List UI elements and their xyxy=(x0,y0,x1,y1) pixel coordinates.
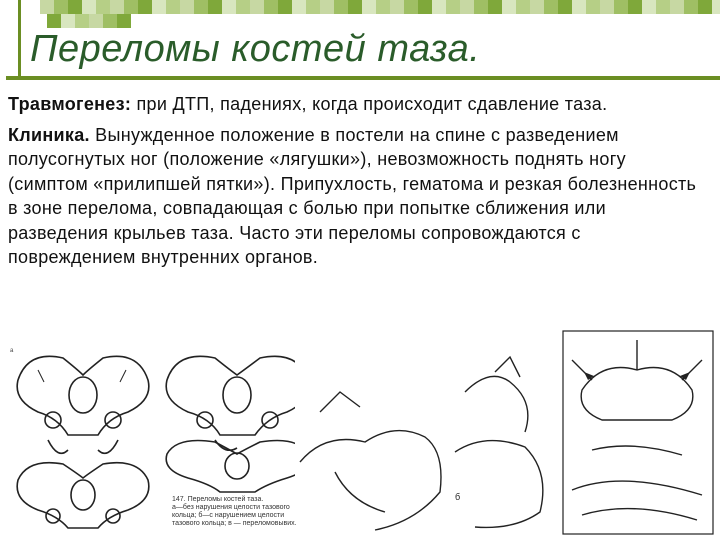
figure-caption xyxy=(172,496,320,528)
decorative-square xyxy=(264,0,278,14)
decorative-square xyxy=(670,0,684,14)
decorative-square xyxy=(47,14,61,28)
decorative-square xyxy=(138,0,152,14)
decorative-square xyxy=(61,14,75,28)
decorative-square xyxy=(103,14,117,28)
decorative-square xyxy=(586,0,600,14)
pelvis-compression-exam-figure xyxy=(562,330,714,535)
decorative-square xyxy=(54,0,68,14)
decorative-square xyxy=(348,0,362,14)
slide-body xyxy=(8,92,710,276)
decorative-square xyxy=(306,0,320,14)
decorative-square xyxy=(334,0,348,14)
decorative-square xyxy=(89,14,103,28)
decorative-square xyxy=(362,0,376,14)
decorative-square xyxy=(152,0,166,14)
decorative-square xyxy=(502,0,516,14)
decorative-square xyxy=(250,0,264,14)
decorative-square xyxy=(278,0,292,14)
decorative-square xyxy=(292,0,306,14)
svg-text:б: б xyxy=(455,492,461,502)
paragraph-label: Травмогенез: xyxy=(8,94,132,114)
decorative-square xyxy=(572,0,586,14)
decorative-square xyxy=(82,0,96,14)
decorative-square xyxy=(390,0,404,14)
decorative-square xyxy=(628,0,642,14)
decorative-square xyxy=(180,0,194,14)
decorative-square xyxy=(404,0,418,14)
caption-line: тазового кольца; в — переломовывих. xyxy=(172,520,297,527)
caption-line: 147. Переломы костей таза. xyxy=(172,496,264,503)
decorative-vertical-line xyxy=(18,0,21,76)
decorative-square xyxy=(432,0,446,14)
decorative-square xyxy=(222,0,236,14)
paragraph-text: Вынужденное положение в постели на спине с разведением полусогнутых ног (положение «лягушки»), невозможность поднять ногу (симптом «прилипшей пятки»). Припухлость, гематома и резкая болезненность в зоне перелома, совпадающая с болью при попытке сближения или разведения крыльев таза. Часто эти переломы сопровождаются с повреждением внутренних органов. xyxy=(8,124,697,267)
paragraph-text: при ДТП, падениях, когда происходит сдавление таза. xyxy=(131,94,608,114)
decorative-square xyxy=(40,0,54,14)
decorative-square xyxy=(68,0,82,14)
decorative-square xyxy=(418,0,432,14)
decorative-square xyxy=(446,0,460,14)
clinical-signs-figure xyxy=(295,352,560,535)
decorative-square xyxy=(117,14,131,28)
decorative-square xyxy=(656,0,670,14)
decorative-square xyxy=(712,0,720,14)
svg-text:а: а xyxy=(10,348,14,354)
decorative-square xyxy=(530,0,544,14)
decorative-square xyxy=(460,0,474,14)
decorative-square xyxy=(698,0,712,14)
decorative-square xyxy=(558,0,572,14)
paragraph-traumogenesis xyxy=(8,92,710,117)
decorative-square xyxy=(75,14,89,28)
decorative-square xyxy=(194,0,208,14)
decorative-square xyxy=(614,0,628,14)
decorative-square xyxy=(376,0,390,14)
decorative-square xyxy=(110,0,124,14)
decorative-square xyxy=(124,0,138,14)
decorative-square xyxy=(166,0,180,14)
decorative-square xyxy=(208,0,222,14)
slide-title: Переломы костей таза. xyxy=(30,28,481,70)
decorative-square xyxy=(600,0,614,14)
decorative-square xyxy=(96,0,110,14)
title-underline xyxy=(6,76,720,80)
decorative-square xyxy=(236,0,250,14)
decorative-square xyxy=(474,0,488,14)
decorative-top-bar xyxy=(0,0,720,26)
decorative-square xyxy=(320,0,334,14)
pelvis-fractures-figure xyxy=(8,340,158,535)
caption-line: а—без нарушения целости тазового xyxy=(172,504,290,511)
decorative-square xyxy=(684,0,698,14)
decorative-square xyxy=(488,0,502,14)
decorative-square xyxy=(642,0,656,14)
paragraph-label: Клиника. xyxy=(8,124,90,145)
caption-line: кольца; б—с нарушением целости xyxy=(172,512,285,519)
paragraph-clinic xyxy=(8,123,710,270)
decorative-square xyxy=(544,0,558,14)
decorative-square xyxy=(516,0,530,14)
